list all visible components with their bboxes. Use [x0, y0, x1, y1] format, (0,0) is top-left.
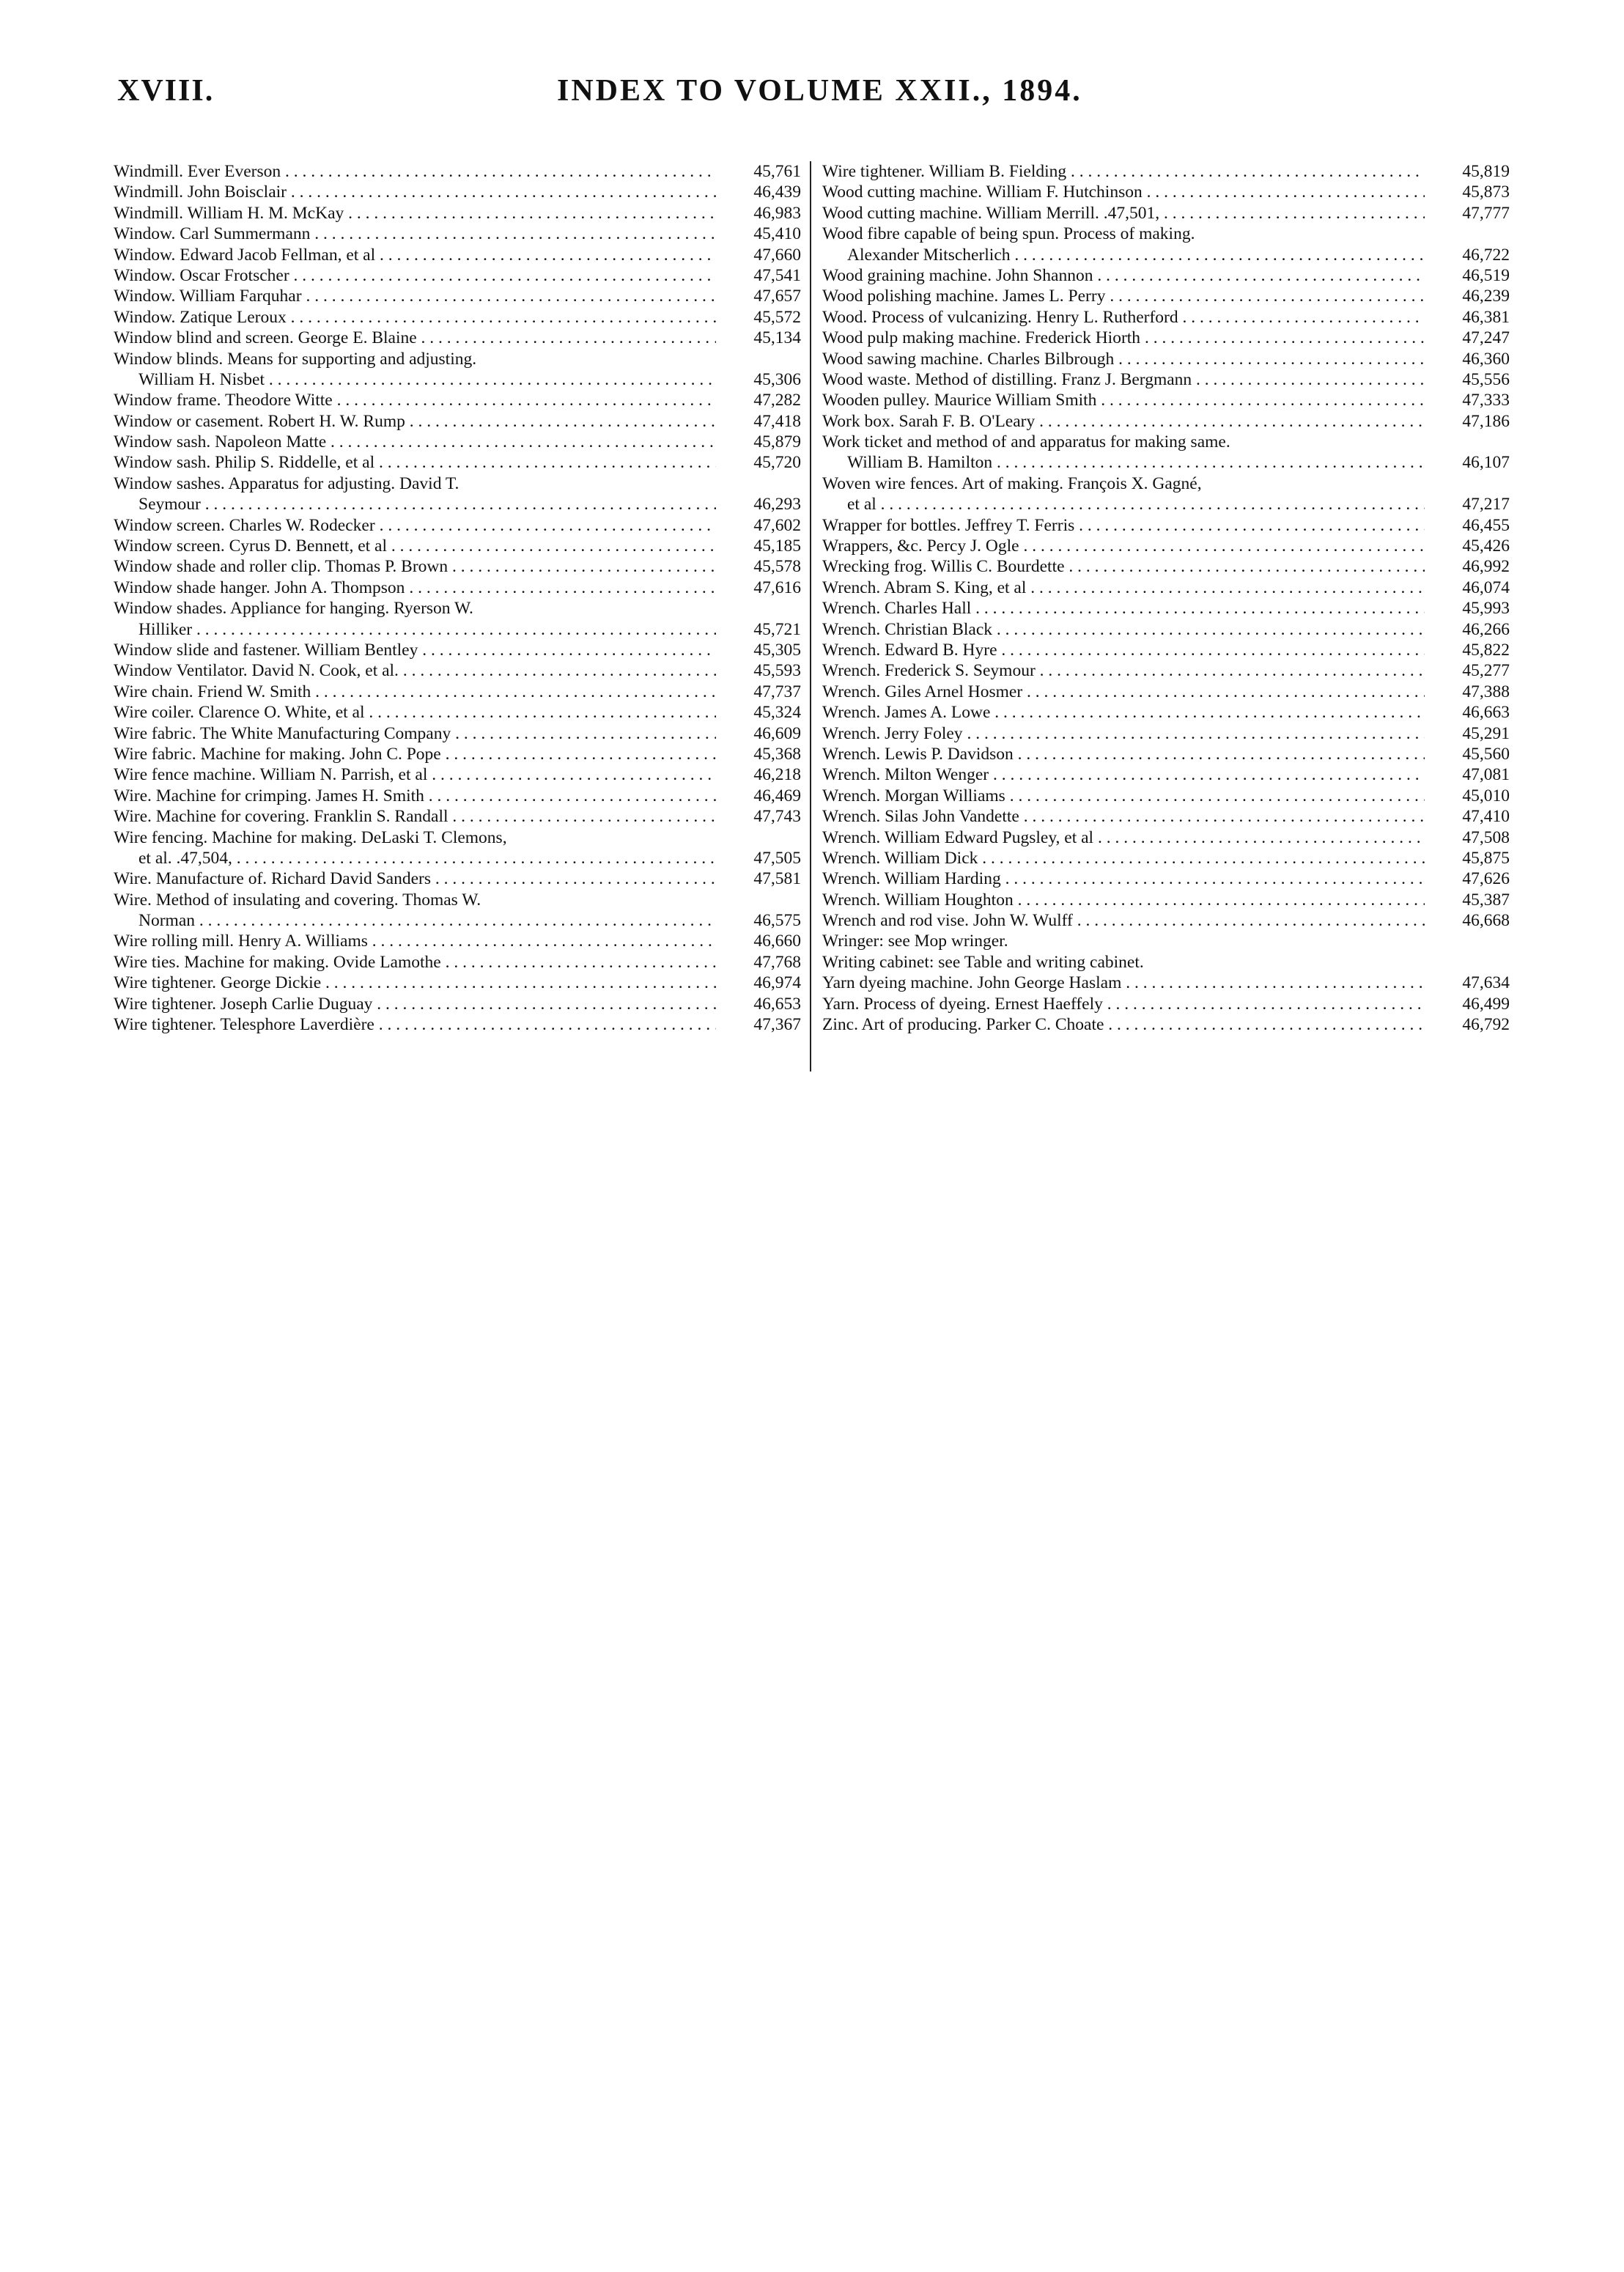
index-entry — [822, 452, 1510, 473]
entry-text: Window Ventilator. David N. Cook, et al. . . . — [114, 660, 716, 681]
page-title: INDEX TO VOLUME XXII., 1894. — [557, 74, 1082, 108]
index-entry — [822, 640, 1510, 660]
entry-patent-number: 47,186 — [1428, 411, 1510, 432]
entry-text: Wrench. Edward B. Hyre . . . — [822, 640, 1425, 660]
entry-patent-number: 45,572 — [719, 307, 801, 328]
entry-text: Wire fabric. The White Manufacturing Company . . . — [114, 723, 716, 744]
index-entry — [114, 515, 801, 536]
index-table — [114, 161, 1510, 1072]
index-entry — [114, 598, 801, 619]
entry-text: Wood. Process of vulcanizing. Henry L. Rutherford . . . — [822, 307, 1425, 328]
index-entry — [822, 868, 1510, 889]
entry-patent-number: 45,410 — [719, 224, 801, 244]
entry-text: Wooden pulley. Maurice William Smith . . . — [822, 390, 1425, 410]
index-entry — [822, 994, 1510, 1014]
entry-text: Window blinds. Means for supporting and adjusting. — [114, 349, 477, 369]
entry-text: Window frame. Theodore Witte . . . — [114, 390, 716, 410]
entry-patent-number: 45,324 — [719, 702, 801, 723]
entry-text: Window screen. Cyrus D. Bennett, et al . . . — [114, 536, 716, 556]
index-entry — [114, 931, 801, 951]
entry-text: Wood graining machine. John Shannon . . . — [822, 265, 1425, 286]
entry-text: Wire tightener. William B. Fielding . . . — [822, 161, 1425, 182]
page-header — [117, 73, 1510, 117]
entry-text: Wire. Method of insulating and covering. Thomas W. — [114, 890, 481, 910]
index-entry — [822, 890, 1510, 910]
index-entry — [822, 660, 1510, 681]
index-entry — [822, 931, 1510, 951]
entry-text: Wrench. William Harding . . . — [822, 868, 1425, 889]
entry-patent-number: 45,426 — [1428, 536, 1510, 556]
entry-text: Wood fibre capable of being spun. Process of making. — [822, 224, 1195, 244]
entry-patent-number: 45,593 — [719, 660, 801, 681]
index-entry — [822, 786, 1510, 806]
entry-text: Windmill. Ever Everson . . . — [114, 161, 716, 182]
entry-patent-number: 45,560 — [1428, 744, 1510, 764]
index-entry — [114, 349, 801, 369]
index-entry — [114, 764, 801, 785]
index-entry — [822, 515, 1510, 536]
index-entry — [114, 286, 801, 306]
index-entry — [822, 161, 1510, 182]
entry-patent-number: 46,974 — [719, 973, 801, 993]
entry-patent-number: 46,668 — [1428, 910, 1510, 931]
entry-text: Window. Carl Summermann . . . — [114, 224, 716, 244]
entry-text: Window shades. Appliance for hanging. Ryerson W. — [114, 599, 473, 619]
entry-patent-number: 45,720 — [719, 452, 801, 473]
index-entry — [822, 349, 1510, 369]
entry-text: Wire ties. Machine for making. Ovide Lamothe . . . — [114, 952, 716, 973]
entry-patent-number: 46,074 — [1428, 578, 1510, 598]
entry-text: Wood sawing machine. Charles Bilbrough . . . — [822, 349, 1425, 369]
index-entry — [822, 390, 1510, 410]
entry-patent-number: 47,660 — [719, 245, 801, 265]
entry-patent-number: 47,602 — [719, 515, 801, 536]
entry-text: Alexander Mitscherlich . . . — [822, 245, 1425, 265]
index-entry — [822, 245, 1510, 265]
entry-text: Writing cabinet: see Table and writing cabinet. — [822, 952, 1144, 972]
entry-text: Wrench. Silas John Vandette . . . — [822, 806, 1425, 827]
entry-text: Wood cutting machine. William F. Hutchinson . . . — [822, 182, 1425, 202]
index-entry — [114, 328, 801, 348]
entry-text: Yarn dyeing machine. John George Haslam . . . — [822, 973, 1425, 993]
index-entry — [822, 578, 1510, 598]
index-entry — [114, 1014, 801, 1035]
entry-text: Window screen. Charles W. Rodecker . . . — [114, 515, 716, 536]
entry-text: Wrench. Christian Black . . . — [822, 619, 1425, 640]
entry-patent-number: 45,761 — [719, 161, 801, 182]
index-entry — [114, 910, 801, 931]
entry-patent-number: 46,575 — [719, 910, 801, 931]
entry-patent-number: 47,388 — [1428, 682, 1510, 702]
entry-patent-number: 45,578 — [719, 556, 801, 577]
index-entry — [114, 660, 801, 681]
index-entry — [114, 494, 801, 514]
entry-patent-number: 45,875 — [1428, 848, 1510, 868]
index-entry — [114, 994, 801, 1014]
index-entry — [822, 848, 1510, 868]
entry-patent-number: 47,333 — [1428, 390, 1510, 410]
entry-patent-number: 45,277 — [1428, 660, 1510, 681]
entry-text: Wire tightener. Joseph Carlie Duguay . . . — [114, 994, 716, 1014]
index-entry — [822, 1014, 1510, 1035]
entry-patent-number: 47,616 — [719, 578, 801, 598]
entry-patent-number: 46,663 — [1428, 702, 1510, 723]
index-entry — [114, 619, 801, 640]
entry-patent-number: 45,879 — [719, 432, 801, 452]
entry-patent-number: 45,721 — [719, 619, 801, 640]
entry-patent-number: 45,185 — [719, 536, 801, 556]
entry-text: Wrench. Charles Hall . . . — [822, 598, 1425, 619]
entry-text: Windmill. John Boisclair . . . — [114, 182, 716, 202]
entry-patent-number: 47,367 — [719, 1014, 801, 1035]
index-entry — [822, 598, 1510, 619]
entry-text: Wire. Machine for covering. Franklin S. Randall . . . — [114, 806, 716, 827]
entry-text: Wrench. William Dick . . . — [822, 848, 1425, 868]
entry-patent-number: 46,239 — [1428, 286, 1510, 306]
index-entry — [114, 432, 801, 452]
entry-text: Window sash. Philip S. Riddelle, et al . . . — [114, 452, 716, 473]
entry-patent-number: 45,306 — [719, 369, 801, 390]
entry-text: Window slide and fastener. William Bentley . . . — [114, 640, 716, 660]
entry-patent-number: 46,519 — [1428, 265, 1510, 286]
index-entry — [114, 682, 801, 702]
entry-text: Wire tightener. Telesphore Laverdière . . . — [114, 1014, 716, 1035]
entry-text: Wrench and rod vise. John W. Wulff . . . — [822, 910, 1425, 931]
entry-text: Hilliker . . . — [114, 619, 716, 640]
index-entry — [822, 369, 1510, 390]
entry-text: Window. Edward Jacob Fellman, et al . . . — [114, 245, 716, 265]
index-column-right — [822, 161, 1510, 1035]
entry-text: Wire chain. Friend W. Smith . . . — [114, 682, 716, 702]
entry-patent-number: 46,293 — [719, 494, 801, 514]
entry-text: Woven wire fences. Art of making. François X. Gagné, — [822, 473, 1202, 493]
entry-patent-number: 45,010 — [1428, 786, 1510, 806]
entry-patent-number: 47,282 — [719, 390, 801, 410]
index-entry — [822, 473, 1510, 494]
entry-patent-number: 46,792 — [1428, 1014, 1510, 1035]
entry-patent-number: 45,822 — [1428, 640, 1510, 660]
index-entry — [114, 702, 801, 723]
index-entry — [114, 848, 801, 868]
index-entry — [822, 764, 1510, 785]
entry-patent-number: 47,247 — [1428, 328, 1510, 348]
index-entry — [822, 682, 1510, 702]
index-entry — [114, 973, 801, 993]
entry-patent-number: 47,410 — [1428, 806, 1510, 827]
index-entry — [114, 744, 801, 764]
index-entry — [114, 723, 801, 744]
index-entry — [114, 161, 801, 182]
index-entry — [822, 224, 1510, 244]
entry-patent-number: 47,217 — [1428, 494, 1510, 514]
entry-text: Wrench. William Edward Pugsley, et al . . . — [822, 827, 1425, 848]
entry-text: Window. Zatique Leroux . . . — [114, 307, 716, 328]
index-entry — [114, 868, 801, 889]
index-entry — [822, 432, 1510, 452]
entry-text: Work box. Sarah F. B. O'Leary . . . — [822, 411, 1425, 432]
entry-patent-number: 46,266 — [1428, 619, 1510, 640]
index-entry — [822, 806, 1510, 827]
index-entry — [822, 265, 1510, 286]
entry-text: Wood cutting machine. William Merrill. .47,501, . . . — [822, 203, 1425, 224]
entry-text: Wire fencing. Machine for making. DeLaski T. Clemons, — [114, 827, 507, 847]
entry-patent-number: 46,218 — [719, 764, 801, 785]
entry-patent-number: 45,819 — [1428, 161, 1510, 182]
index-entry — [822, 973, 1510, 993]
index-column-left — [114, 161, 801, 1035]
entry-text: Norman . . . — [114, 910, 716, 931]
entry-text: Wood waste. Method of distilling. Franz J. Bergmann . . . — [822, 369, 1425, 390]
index-entry — [114, 182, 801, 202]
entry-text: Window blind and screen. George E. Blaine . . . — [114, 328, 716, 348]
entry-patent-number: 46,660 — [719, 931, 801, 951]
entry-text: Wrench. Frederick S. Seymour . . . — [822, 660, 1425, 681]
entry-text: Zinc. Art of producing. Parker C. Choate . . . — [822, 1014, 1425, 1035]
entry-patent-number: 47,541 — [719, 265, 801, 286]
entry-text: Wire tightener. George Dickie . . . — [114, 973, 716, 993]
entry-text: Wrapper for bottles. Jeffrey T. Ferris . . . — [822, 515, 1425, 536]
entry-text: Wrench. Milton Wenger . . . — [822, 764, 1425, 785]
entry-patent-number: 46,107 — [1428, 452, 1510, 473]
entry-text: Window. Oscar Frotscher . . . — [114, 265, 716, 286]
entry-text: Yarn. Process of dyeing. Ernest Haeffely . . . — [822, 994, 1425, 1014]
entry-patent-number: 47,657 — [719, 286, 801, 306]
entry-patent-number: 47,634 — [1428, 973, 1510, 993]
entry-text: Wire coiler. Clarence O. White, et al . . . — [114, 702, 716, 723]
entry-patent-number: 46,722 — [1428, 245, 1510, 265]
entry-text: Window. William Farquhar . . . — [114, 286, 716, 306]
entry-patent-number: 47,777 — [1428, 203, 1510, 224]
entry-patent-number: 46,360 — [1428, 349, 1510, 369]
entry-text: William B. Hamilton . . . — [822, 452, 1425, 473]
entry-patent-number: 45,993 — [1428, 598, 1510, 619]
entry-patent-number: 45,873 — [1428, 182, 1510, 202]
index-entry — [114, 473, 801, 494]
index-entry — [822, 536, 1510, 556]
index-entry — [114, 452, 801, 473]
entry-text: Wrench. Abram S. King, et al . . . — [822, 578, 1425, 598]
index-entry — [114, 556, 801, 577]
entry-patent-number: 46,653 — [719, 994, 801, 1014]
entry-text: Window or casement. Robert H. W. Rump . . . — [114, 411, 716, 432]
index-entry — [114, 203, 801, 224]
entry-text: Wire. Machine for crimping. James H. Smith . . . — [114, 786, 716, 806]
index-entry — [114, 411, 801, 432]
entry-text: Wrench. Giles Arnel Hosmer . . . — [822, 682, 1425, 702]
entry-text: William H. Nisbet . . . — [114, 369, 716, 390]
entry-text: Wrench. Lewis P. Davidson . . . — [822, 744, 1425, 764]
entry-text: et al. .47,504, . . . — [114, 848, 716, 868]
entry-text: Wrecking frog. Willis C. Bourdette . . . — [822, 556, 1425, 577]
entry-text: Window shade hanger. John A. Thompson . . . — [114, 578, 716, 598]
entry-text: Window sashes. Apparatus for adjusting. David T. — [114, 473, 459, 493]
entry-text: Wrench. James A. Lowe . . . — [822, 702, 1425, 723]
index-entry — [114, 307, 801, 328]
index-entry — [114, 890, 801, 910]
entry-patent-number: 46,499 — [1428, 994, 1510, 1014]
entry-text: Window sash. Napoleon Matte . . . — [114, 432, 716, 452]
entry-text: Work ticket and method of and apparatus for making same. — [822, 432, 1230, 452]
entry-text: Window shade and roller clip. Thomas P. Brown . . . — [114, 556, 716, 577]
entry-patent-number: 46,983 — [719, 203, 801, 224]
entry-patent-number: 47,505 — [719, 848, 801, 868]
entry-text: Wrench. William Houghton . . . — [822, 890, 1425, 910]
index-entry — [822, 702, 1510, 723]
entry-text: Wire fabric. Machine for making. John C. Pope . . . — [114, 744, 716, 764]
entry-patent-number: 45,368 — [719, 744, 801, 764]
entry-patent-number: 47,581 — [719, 868, 801, 889]
index-entry — [114, 224, 801, 244]
entry-text: Seymour . . . — [114, 494, 716, 514]
index-entry — [822, 910, 1510, 931]
index-entry — [822, 952, 1510, 973]
index-entry — [114, 536, 801, 556]
index-entry — [822, 411, 1510, 432]
index-entry — [822, 203, 1510, 224]
index-entry — [114, 786, 801, 806]
index-entry — [822, 827, 1510, 848]
index-entry — [114, 827, 801, 848]
index-entry — [114, 806, 801, 827]
index-entry — [822, 556, 1510, 577]
index-entry — [822, 307, 1510, 328]
entry-patent-number: 45,387 — [1428, 890, 1510, 910]
entry-patent-number: 45,134 — [719, 328, 801, 348]
entry-text: et al . . . — [822, 494, 1425, 514]
entry-text: Wire. Manufacture of. Richard David Sanders . . . — [114, 868, 716, 889]
entry-text: Wire fence machine. William N. Parrish, et al . . . — [114, 764, 716, 785]
index-entry — [114, 390, 801, 410]
entry-text: Windmill. William H. M. McKay . . . — [114, 203, 716, 224]
entry-patent-number: 45,291 — [1428, 723, 1510, 744]
entry-patent-number: 46,992 — [1428, 556, 1510, 577]
index-entry — [114, 640, 801, 660]
index-entry — [114, 578, 801, 598]
entry-patent-number: 46,381 — [1428, 307, 1510, 328]
entry-text: Wood pulp making machine. Frederick Hiorth . . . — [822, 328, 1425, 348]
entry-text: Wood polishing machine. James L. Perry . . . — [822, 286, 1425, 306]
entry-patent-number: 47,743 — [719, 806, 801, 827]
entry-text: Wrench. Morgan Williams . . . — [822, 786, 1425, 806]
entry-text: Wringer: see Mop wringer. — [822, 932, 1008, 951]
index-entry — [822, 723, 1510, 744]
index-entry — [822, 619, 1510, 640]
index-entry — [822, 286, 1510, 306]
index-entry — [114, 245, 801, 265]
entry-patent-number: 47,737 — [719, 682, 801, 702]
page-number: XVIII. — [117, 74, 215, 108]
entry-patent-number: 47,508 — [1428, 827, 1510, 848]
index-entry — [822, 182, 1510, 202]
entry-patent-number: 47,418 — [719, 411, 801, 432]
entry-patent-number: 47,081 — [1428, 764, 1510, 785]
entry-patent-number: 47,768 — [719, 952, 801, 973]
entry-patent-number: 45,305 — [719, 640, 801, 660]
index-entry — [822, 494, 1510, 514]
index-entry — [822, 328, 1510, 348]
index-entry — [822, 744, 1510, 764]
entry-patent-number: 46,455 — [1428, 515, 1510, 536]
entry-text: Wrench. Jerry Foley . . . — [822, 723, 1425, 744]
entry-patent-number: 46,609 — [719, 723, 801, 744]
entry-patent-number: 47,626 — [1428, 868, 1510, 889]
index-entry — [114, 369, 801, 390]
entry-patent-number: 46,439 — [719, 182, 801, 202]
index-entry — [114, 952, 801, 973]
entry-patent-number: 46,469 — [719, 786, 801, 806]
index-entry — [114, 265, 801, 286]
column-divider — [810, 161, 811, 1072]
entry-patent-number: 45,556 — [1428, 369, 1510, 390]
entry-text: Wire rolling mill. Henry A. Williams . . . — [114, 931, 716, 951]
entry-text: Wrappers, &c. Percy J. Ogle . . . — [822, 536, 1425, 556]
